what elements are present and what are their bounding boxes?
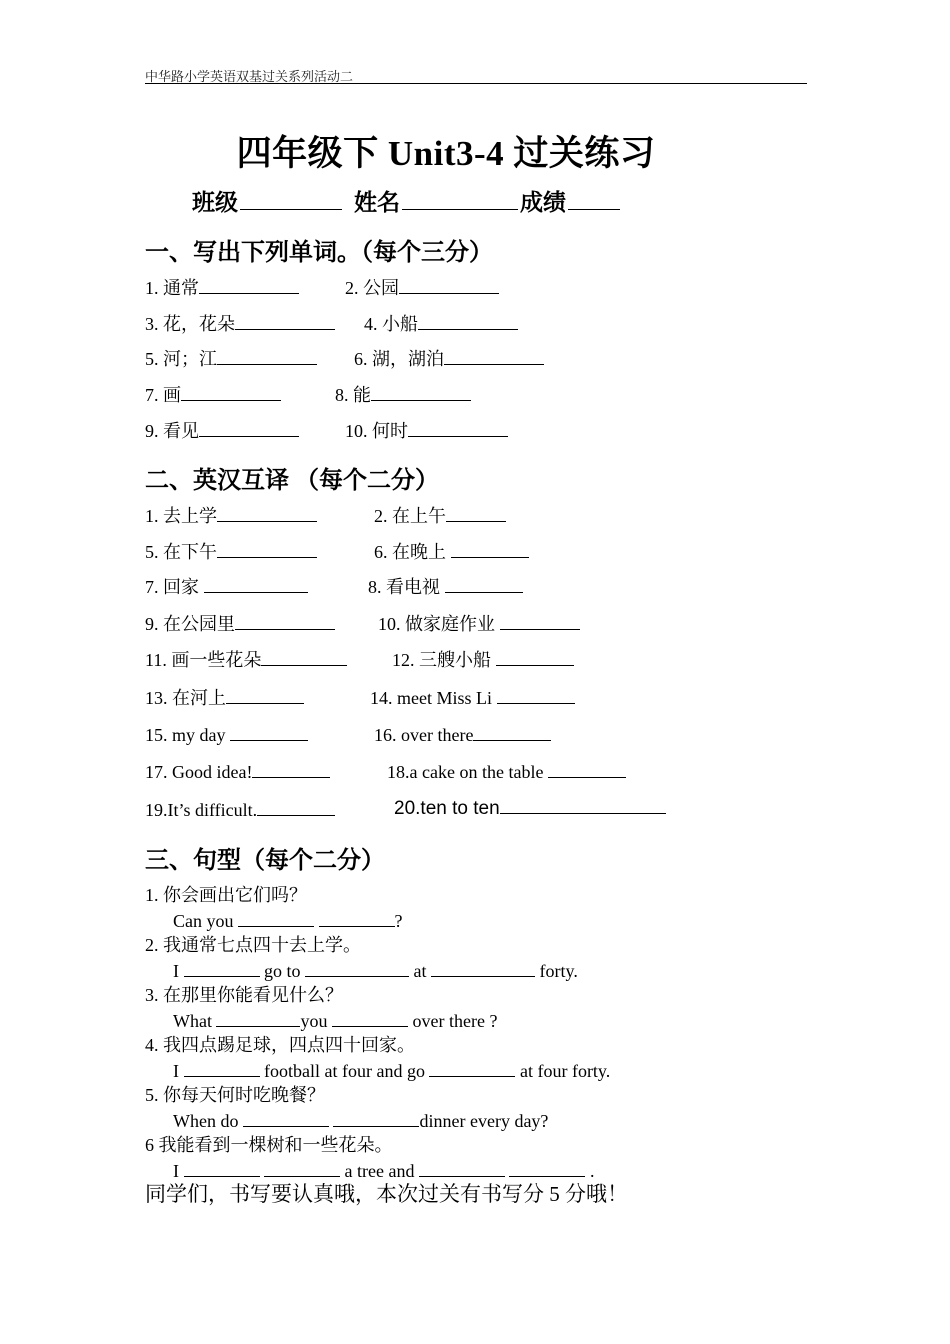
answer-blank[interactable] xyxy=(257,796,335,816)
section2-item: 16. over there xyxy=(374,721,551,746)
answer-blank[interactable] xyxy=(235,310,335,330)
answer-blank[interactable] xyxy=(235,610,335,630)
question-6-chinese: 6 我能看到一棵树和一些花朵。 xyxy=(145,1135,393,1155)
answer-blank[interactable] xyxy=(497,684,575,704)
student-info-line xyxy=(192,184,622,217)
section1-item: 7. 画 xyxy=(145,381,281,407)
answer-blank[interactable] xyxy=(217,502,317,522)
section2-item: 5. 在下午 xyxy=(145,538,317,564)
section1-item: 3. 花，花朵 xyxy=(145,310,335,336)
question-3-chinese: 3. 在那里你能看见什么？ xyxy=(145,985,343,1005)
section2-item: 2. 在上午 xyxy=(374,502,506,528)
section2-item: 20.ten to ten xyxy=(394,794,666,820)
section2-item: 6. 在晚上 xyxy=(374,538,529,564)
score-blank[interactable] xyxy=(568,187,620,210)
answer-blank[interactable] xyxy=(217,538,317,558)
answer-blank[interactable] xyxy=(216,1007,300,1027)
section1-item: 6. 湖，湖泊 xyxy=(354,345,544,371)
answer-blank[interactable] xyxy=(333,1107,419,1127)
answer-blank[interactable] xyxy=(431,957,535,977)
question-4-chinese: 4. 我四点踢足球，四点四十回家。 xyxy=(145,1035,415,1055)
answer-blank[interactable] xyxy=(252,758,330,778)
answer-blank[interactable] xyxy=(445,573,523,593)
page-title: 四年级下 Unit3-4 过关练习 xyxy=(236,134,656,173)
answer-blank[interactable] xyxy=(243,1107,329,1127)
section1-item: 4. 小船 xyxy=(364,310,518,336)
answer-blank[interactable] xyxy=(184,957,260,977)
header-text: 中华路小学英语双基过关系列活动二 xyxy=(145,69,354,84)
question-1-english: Can you ? xyxy=(173,907,403,932)
answer-blank[interactable] xyxy=(184,1157,260,1177)
answer-blank[interactable] xyxy=(217,345,317,365)
section1-item: 2. 公园 xyxy=(345,274,499,300)
answer-blank[interactable] xyxy=(399,274,499,294)
answer-blank[interactable] xyxy=(264,1157,340,1177)
section1-heading: 一、写出下列单词。（每个三分） xyxy=(145,240,493,266)
answer-blank[interactable] xyxy=(261,646,347,666)
answer-blank[interactable] xyxy=(230,721,308,741)
class-blank[interactable] xyxy=(240,187,342,210)
question-5-english: When do dinner every day? xyxy=(173,1107,548,1132)
question-6-english: I a tree and . xyxy=(173,1157,594,1182)
answer-blank[interactable] xyxy=(332,1007,408,1027)
class-label: 班级 xyxy=(192,190,238,215)
section2-item: 1. 去上学 xyxy=(145,502,317,528)
section3-heading: 三、句型（每个二分） xyxy=(145,848,385,874)
answer-blank[interactable] xyxy=(500,794,666,814)
answer-blank[interactable] xyxy=(238,907,314,927)
answer-blank[interactable] xyxy=(226,684,304,704)
section2-item: 13. 在河上 xyxy=(145,684,304,710)
answer-blank[interactable] xyxy=(181,381,281,401)
closing-note: 同学们，书写要认真哦，本次过关有书写分 5 分哦！ xyxy=(145,1182,628,1206)
section1-item: 5. 河；江 xyxy=(145,345,317,371)
answer-blank[interactable] xyxy=(451,538,529,558)
header-rule xyxy=(145,83,807,84)
answer-blank[interactable] xyxy=(446,502,506,522)
answer-blank[interactable] xyxy=(509,1157,585,1177)
section2-item: 8. 看电视 xyxy=(368,573,523,599)
score-label: 成绩 xyxy=(520,190,566,215)
section1-item: 10. 何时 xyxy=(345,417,508,443)
section2-item: 12. 三艘小船 xyxy=(392,646,574,672)
section2-item: 9. 在公园里 xyxy=(145,610,335,636)
name-label: 姓名 xyxy=(354,190,400,215)
section1-item: 1. 通常 xyxy=(145,274,299,300)
answer-blank[interactable] xyxy=(473,721,551,741)
answer-blank[interactable] xyxy=(418,310,518,330)
answer-blank[interactable] xyxy=(319,907,395,927)
answer-blank[interactable] xyxy=(419,1157,505,1177)
answer-blank[interactable] xyxy=(204,573,308,593)
section2-item: 18.a cake on the table xyxy=(387,758,626,783)
section2-heading: 二、英汉互译 （每个二分） xyxy=(145,468,439,494)
section2-item: 17. Good idea! xyxy=(145,758,330,783)
section2-item: 11. 画一些花朵 xyxy=(145,646,347,672)
answer-blank[interactable] xyxy=(199,417,299,437)
section2-item: 15. my day xyxy=(145,721,308,746)
question-3-english: What you over there ? xyxy=(173,1007,497,1032)
section1-item: 8. 能 xyxy=(335,381,471,407)
answer-blank[interactable] xyxy=(184,1057,260,1077)
question-5-chinese: 5. 你每天何时吃晚餐？ xyxy=(145,1085,325,1105)
question-2-english: I go to at forty. xyxy=(173,957,578,982)
section2-item: 19.It’s difficult. xyxy=(145,796,335,821)
section2-item: 10. 做家庭作业 xyxy=(378,610,580,636)
answer-blank[interactable] xyxy=(444,345,544,365)
question-1-chinese: 1. 你会画出它们吗？ xyxy=(145,885,307,905)
answer-blank[interactable] xyxy=(496,646,574,666)
answer-blank[interactable] xyxy=(371,381,471,401)
section1-item: 9. 看见 xyxy=(145,417,299,443)
answer-blank[interactable] xyxy=(429,1057,515,1077)
answer-blank[interactable] xyxy=(305,957,409,977)
section2-item: 14. meet Miss Li xyxy=(370,684,575,709)
answer-blank[interactable] xyxy=(548,758,626,778)
question-4-english: I football at four and go at four forty. xyxy=(173,1057,610,1082)
answer-blank[interactable] xyxy=(199,274,299,294)
answer-blank[interactable] xyxy=(408,417,508,437)
name-blank[interactable] xyxy=(402,187,518,210)
section2-item: 7. 回家 xyxy=(145,573,308,599)
question-2-chinese: 2. 我通常七点四十去上学。 xyxy=(145,935,361,955)
answer-blank[interactable] xyxy=(500,610,580,630)
